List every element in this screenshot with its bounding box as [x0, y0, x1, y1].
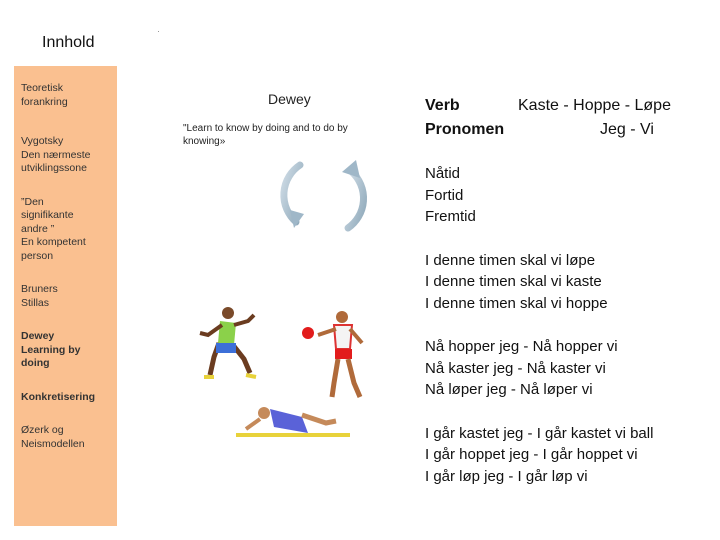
verb-row — [425, 95, 715, 119]
dewey-title: Dewey — [268, 91, 311, 107]
decorative-dot — [158, 31, 159, 32]
dewey-quote: "Learn to know by doing and to do by knowing» — [183, 123, 348, 147]
sentence-line: I denne timen skal vi løpe — [425, 251, 596, 269]
toc-item-bruner: Bruners Stillas — [21, 283, 58, 309]
athletes-illustration — [190, 305, 390, 455]
toc-item-concretization: Konkretisering — [21, 390, 96, 403]
lesson-content — [425, 95, 715, 487]
tense-present: Nåtid — [425, 165, 461, 182]
sentence-line: I går kastet jeg - I går kastet vi ball — [425, 424, 654, 442]
toc-item-dewey: Dewey Learning by doing — [21, 330, 81, 369]
toc-item-theory: Teoretisk forankring — [21, 82, 68, 108]
shot-put-icon — [302, 311, 362, 397]
verb-label: Verb — [425, 97, 460, 114]
tense-future: Fremtid — [425, 208, 476, 225]
sentence-line: I denne timen skal vi kaste — [425, 273, 602, 290]
sentence-line: I går løp jeg - I går løp vi — [425, 467, 588, 485]
tenses-list — [425, 163, 715, 228]
pronoun-row — [425, 119, 715, 143]
sentence-line: I denne timen skal vi hoppe — [425, 294, 608, 312]
sentence-line: Nå løper jeg - Nå løper vi — [425, 381, 593, 398]
toc-item-vygotsky: Vygotsky Den nærmeste utviklingssone — [21, 135, 91, 174]
future-sentences — [425, 250, 715, 315]
runner-icon — [200, 307, 256, 377]
sentence-line: I går hoppet jeg - I går hoppet vi — [425, 446, 638, 463]
pronoun-value: Jeg - Vi — [600, 121, 654, 138]
pronoun-label: Pronomen — [425, 121, 505, 138]
tense-past: Fortid — [425, 186, 464, 204]
present-sentences — [425, 336, 715, 401]
sentence-line: Nå kaster jeg - Nå kaster vi — [425, 359, 606, 377]
toc-title: Innhold — [42, 34, 95, 51]
past-sentences — [425, 423, 715, 488]
toc-item-ozerk: Øzerk og Neismodellen — [21, 424, 85, 450]
high-jumper-icon — [236, 407, 350, 435]
toc-item-significant-other: ”Den signifikante andre ” En kompetent person — [21, 195, 86, 262]
toc-sidebar — [14, 66, 117, 526]
cycle-arrows-icon — [278, 150, 378, 240]
verb-value: Kaste - Hoppe - Løpe — [518, 97, 671, 114]
sentence-line: Nå hopper jeg - Nå hopper vi — [425, 338, 618, 355]
